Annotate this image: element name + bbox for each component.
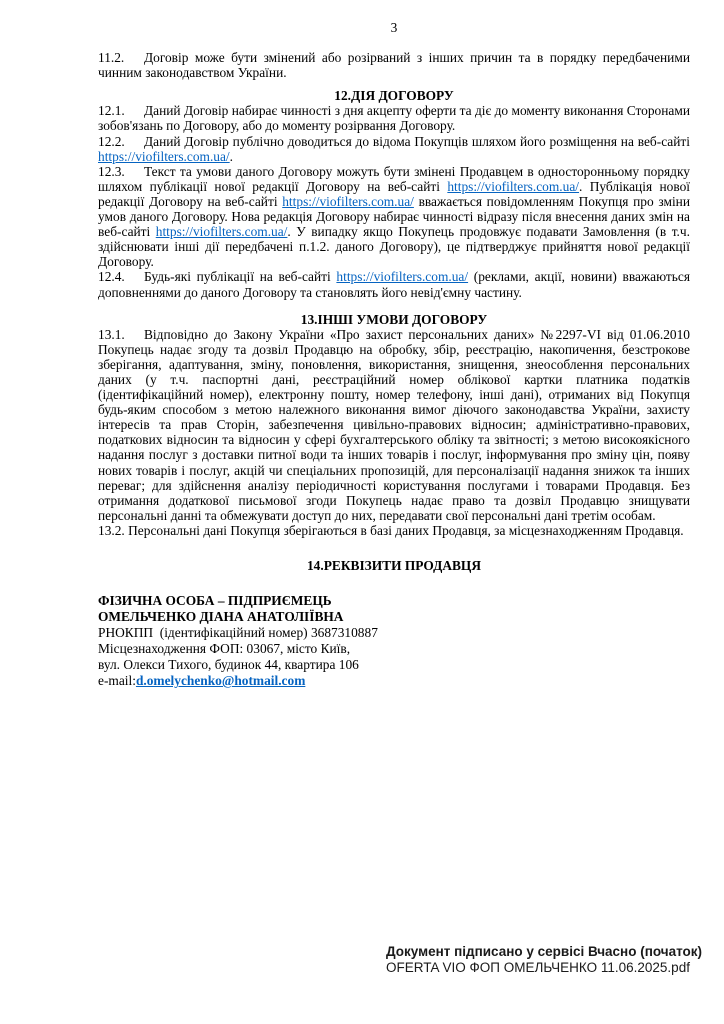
clause-text: Даний Договір набирає чинності з дня акцепту оферти та діє до моменту виконання Сторонами зобов'язань по Договору, або до моменту розірвання Договору. — [98, 103, 690, 134]
website-link[interactable]: https://viofilters.com.ua/ — [447, 178, 580, 194]
seller-entity-type: ФІЗИЧНА ОСОБА – ПІДПРИЄМЕЦЬ — [98, 593, 332, 609]
website-link[interactable]: https://viofilters.com.ua/ — [98, 148, 230, 164]
document-content — [98, 20, 690, 689]
clause-number: 12.3. — [98, 163, 125, 179]
clause-12-2 — [98, 134, 690, 164]
clause-11-2 — [98, 50, 690, 80]
seller-name: ОМЕЛЬЧЕНКО ДІАНА АНАТОЛІЇВНА — [98, 609, 344, 625]
seller-rnokpp: РНОКПП (ідентифікаційний номер) 3687310887 — [98, 625, 378, 641]
website-link[interactable]: https://viofilters.com.ua/ — [336, 269, 469, 285]
section-heading-13: 13.ІНШІ УМОВИ ДОГОВОРУ — [300, 311, 488, 327]
clause-text: Будь-які публікації на веб-сайті https://viofilters.com.ua/ (реклами, акції, новини) вважаються доповненнями до даного Договору та становлять його невід'ємну частину. — [98, 269, 690, 300]
clause-number: 12.2. — [98, 133, 125, 149]
clause-12-4 — [98, 269, 690, 299]
vchasno-signature-note — [386, 944, 702, 976]
section-heading-14: 14.РЕКВІЗИТИ ПРОДАВЦЯ — [306, 558, 482, 573]
seller-email-row — [98, 673, 690, 689]
clause-text: Текст та умови даного Договору можуть бути змінені Продавцем в односторонньому порядку шляхом публікації нової редакції Договору на веб-сайті https://viofilters.com.ua/. Публікація нової редакції Договору на веб-сайті https://viofilters.com.ua/ вважається повідомленням Покупця про зміни умов даного Договору. Нова редакція Договору набирає чинності відразу після внесення даних змін на веб-сайті https://viofilters.com.ua/. У випадку якщо Покупець продовжує подавати Замовлення (в т.ч. здійснювати інші дії передбачені п.1.2. даного Договору), це підтверджує прийняття нової редакції Договору. — [98, 163, 690, 270]
email-label: e-mail: — [98, 673, 136, 689]
clause-text: Договір може бути змінений або розірваний з інших причин та в порядку передбаченими чинним законодавством України. — [98, 50, 690, 81]
section-heading-12: 12.ДІЯ ДОГОВОРУ — [334, 88, 454, 104]
clause-13-1 — [98, 327, 690, 523]
clause-text: Даний Договір публічно доводиться до відома Покупців шляхом його розміщення на веб-сайті https://viofilters.com.ua/. — [98, 133, 690, 164]
clause-text: 13.2. Персональні дані Покупця зберігаються в базі даних Продавця, за місцезнаходженням Продавця. — [98, 522, 684, 538]
website-link[interactable]: https://viofilters.com.ua/ — [155, 224, 288, 240]
clause-13-2 — [98, 523, 690, 538]
seller-email-link[interactable]: d.omelychenko@hotmail.com — [135, 673, 306, 689]
page-number: 3 — [390, 20, 398, 35]
clause-12-3 — [98, 164, 690, 270]
signed-file-name: OFERTA VIO ФОП ОМЕЛЬЧЕНКО 11.06.2025.pdf — [386, 960, 690, 975]
signature-status-text: Документ підписано у сервісі Вчасно (початок) — [386, 944, 703, 959]
clause-number: 13.1. — [98, 326, 125, 342]
clause-number: 11.2. — [98, 50, 125, 66]
clause-12-1 — [98, 103, 690, 133]
clause-text: Відповідно до Закону України «Про захист персональних даних» №2297-VI від 01.06.2010 Покупець надає згоду та дозвіл Продавцю на обробку, збір, реєстрацію, накопичення, безстрокове зберігання, адаптування, зміну, поновлення, використання, знищення, знеособлення персональних даних (у т.ч. паспортні дані, реєстраційний номер облікової картки платника податків (ідентифікаційний номер), електронну пошту, номер телефону, інші дані), отриманих від Покупця будь-яким способом з метою належного виконання вимог діючого законодавства України, захисту інтересів та прав Сторін, забезпечення цивільно-правових відносин; адміністративно-правових, податкових відносин та відносин у сфері бухгалтерського обліку та звітності; з метою високоякісного надання послуг з доставки питної води та інших товарів і послуг, інформування про зміну цін, появу нових товарів і послуг, акцій чи спеціальних пропозицій, для персоналізації надання знижок та інших переваг; для здійснення аналізу періодичності користування послугами і товарами Продавця. Без отримання додаткової письмової згоди Покупець надає право та дозвіл Продавцю знищувати персональні данні та обмежувати доступ до них, передавати свої персональні дані третім особам. — [98, 326, 690, 523]
clause-number: 12.1. — [98, 103, 125, 119]
seller-requisites — [98, 593, 690, 689]
website-link[interactable]: https://viofilters.com.ua/ — [282, 193, 414, 209]
clause-number: 12.4. — [98, 269, 125, 285]
seller-address: вул. Олекси Тихого, будинок 44, квартира 106 — [98, 657, 359, 673]
seller-location: Місцезнаходження ФОП: 03067, місто Київ, — [98, 641, 351, 657]
